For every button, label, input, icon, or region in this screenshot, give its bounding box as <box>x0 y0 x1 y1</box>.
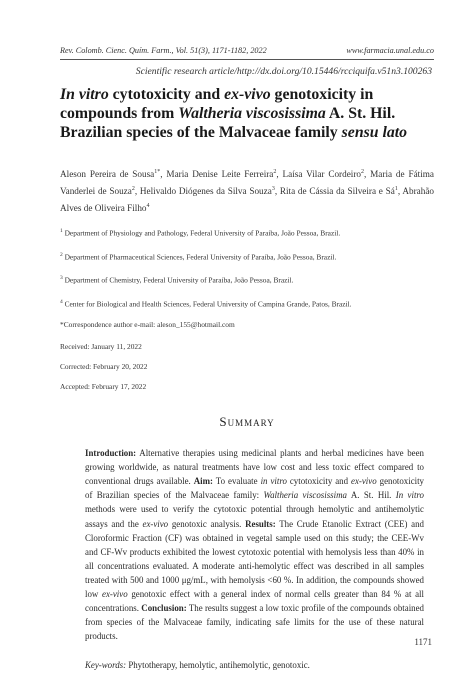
affiliation-number: 1 <box>60 228 63 235</box>
title-part-3: ex-vivo <box>224 86 271 103</box>
affiliation-text: Department of Chemistry, Federal University of Paraíba, João Pessoa, Brazil. <box>62 275 294 285</box>
author-name: Maria de Fátima Vanderlei de Souza <box>60 169 434 197</box>
summary-heading: Summary <box>219 414 275 430</box>
title-part-2: cytotoxicity and <box>108 86 225 103</box>
author-name: Aleson Pereira de Sousa <box>60 169 155 180</box>
corrected-date: Corrected: February 20, 2022 <box>60 362 148 372</box>
methods-text: methods were used to verify the cytotoxic potential through hemolytic and antihemolytic assays and the <box>85 504 424 529</box>
affiliation-text: Department of Physiology and Pathology, Federal University of Paraíba, João Pessoa, Brazil. <box>62 228 341 238</box>
article-title <box>60 85 434 142</box>
header-rule <box>60 59 434 60</box>
author-mark: 1* <box>154 169 161 175</box>
methods-italic: In vitro <box>395 490 424 501</box>
affiliation-number: 3 <box>60 275 63 282</box>
author-mark: 2 <box>131 186 135 193</box>
author-name: Abrahão Alves de Oliveira Filho <box>60 186 435 214</box>
methods-italic: ex-vivo <box>142 518 169 529</box>
correspondence-text: *Correspondence author e-mail: aleson_155@hotmail.com <box>60 320 235 330</box>
aim-label: Aim: <box>193 476 213 487</box>
title-part-4: genotoxicity in compounds from <box>60 86 374 122</box>
affiliation-text: Department of Pharmaceutical Sciences, Federal University of Paraíba, João Pessoa, Brazil. <box>62 252 337 262</box>
abstract-body <box>85 446 424 643</box>
aim-text: To evaluate <box>212 476 261 487</box>
keywords-text: Phytotherapy, hemolytic, antihemolytic, genotoxic. <box>126 660 310 671</box>
title-part-6: A. St. Hil. Brazilian species of the Malvaceae family <box>60 105 396 141</box>
conclusion-label: Conclusion: <box>141 603 187 614</box>
intro-label: Introduction: <box>85 448 137 459</box>
affiliation <box>60 296 434 310</box>
author-name: Laísa Vilar Cordeiro <box>282 169 361 180</box>
journal-citation: Rev. Colomb. Cienc. Quím. Farm., Vol. 51(3), 1171-1182, 2022 <box>60 46 267 55</box>
page-number: 1171 <box>414 637 432 647</box>
affiliation-number: 2 <box>60 251 63 258</box>
received-date: Received: January 11, 2022 <box>60 342 142 352</box>
aim-italic: in vitro <box>260 476 287 487</box>
journal-url[interactable]: www.farmacia.unal.edu.co <box>346 46 434 55</box>
affiliation <box>60 249 434 263</box>
doi-line[interactable]: Scientific research article/http://dx.doi.org/10.15446/rcciquifa.v51n3.100263 <box>135 66 432 77</box>
results-text: genotoxic effect with a general index of normal cells greater than 84 % at all concentrations. <box>85 589 424 614</box>
affiliation-number: 4 <box>60 298 63 305</box>
methods-text: genotoxic analysis. <box>168 518 246 529</box>
intro-text: Alternative therapies using medicinal plants and herbal medicines have been growing worldwide, as natural treatments have low cost and less toxic effect compared to conventional drugs available. <box>85 448 424 487</box>
author-mark: 1 <box>394 186 398 193</box>
aim-text: A. St. Hil. <box>346 490 396 501</box>
accepted-date: Accepted: February 17, 2022 <box>60 382 147 392</box>
conclusion-text: The results suggest a low toxic profile of the compounds obtained from species of the Malvaceae family, indicating safe limits for the use of these natural products. <box>85 603 424 642</box>
keywords <box>85 660 434 670</box>
affiliation <box>60 272 434 286</box>
results-italic: ex-vivo <box>102 589 128 599</box>
results-text: The Crude Etanolic Extract (CEE) and Cloroformic Fraction (CF) was obtained in vegetal sample used on this study; the CEE-Wv and CF-Wv products exhibited the lowest cytotoxic potential with hemolysis less than 40% in all concentrations evaluated. A moderate anti-hemolytic effect was described in all samples treated with 500 and 1000 μg/mL, with hemolysis <60 %. In addition, the compounds showed low <box>85 518 424 599</box>
author-name: Maria Denise Leite Ferreira <box>166 169 274 180</box>
author-list: Aleson Pereira de Sousa$^{1*}$, Maria Denise Leite Ferreira$^2$, Laísa Vilar Cordeiro$^2$, Maria de Fátima Vanderlei de Souza$^2$, Helivaldo Diógenes da Silva Souza$^3$, Rita de Cássia da Silveira e $Sá^1$, Abrahão Alves de Oliveira Filho$^4$ <box>60 169 435 214</box>
title-part-1: In vitro <box>60 86 109 103</box>
aim-italic: ex-vivo <box>351 476 377 487</box>
aim-text: genotoxicity of Brazilian species of the Malvaceae family: <box>85 476 424 501</box>
title-part-7: sensu lato <box>341 124 408 141</box>
author-mark: 3 <box>271 186 275 193</box>
author-mark: 2 <box>360 169 364 175</box>
article-dates <box>60 342 434 391</box>
aim-italic: Waltheria viscosissima <box>263 490 347 501</box>
affiliation <box>60 225 434 239</box>
keywords-label: Key-words: <box>85 660 127 671</box>
aim-text: cytotoxicity and <box>286 476 352 487</box>
author-mark: 2 <box>273 169 277 175</box>
author-name: Helivaldo Diógenes da Silva Souza <box>139 186 272 197</box>
affiliation-text: Center for Biological and Health Sciences, Federal University of Campina Grande, Patos, Brazil. <box>62 299 352 309</box>
correspondence <box>60 319 434 331</box>
author-mark: 4 <box>146 203 150 210</box>
results-label: Results: <box>245 518 276 529</box>
running-head <box>60 46 434 55</box>
title-part-5: Waltheria viscosissima <box>178 105 326 122</box>
author-name: Rita de Cássia da Silveira e Sá <box>279 186 395 197</box>
